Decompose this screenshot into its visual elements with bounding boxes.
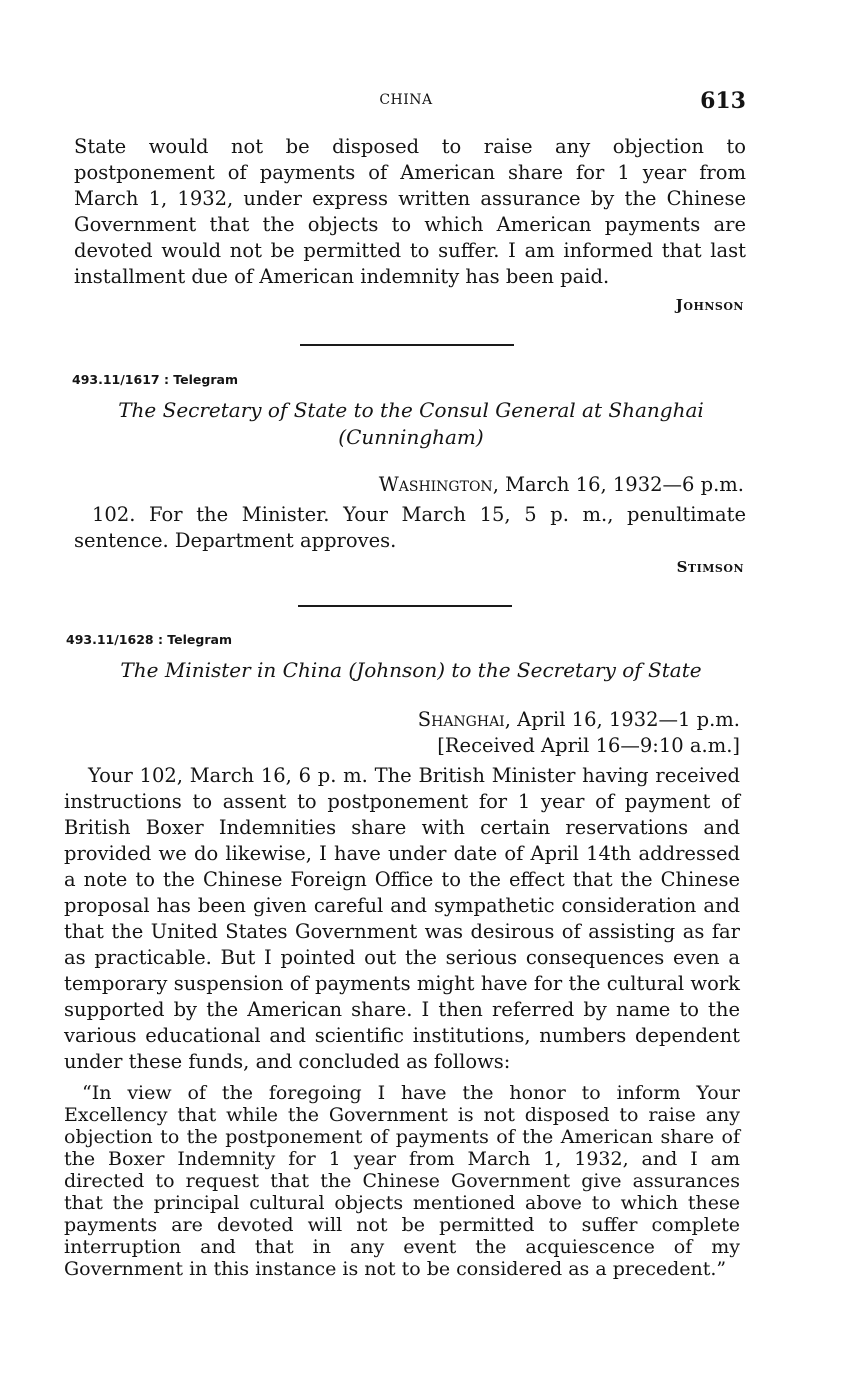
dateline-1-place: Washington xyxy=(378,473,493,496)
running-head: CHINA xyxy=(379,92,433,108)
dateline-1 xyxy=(300,472,744,498)
signature-johnson: Johnson xyxy=(675,296,744,314)
page-number: 613 xyxy=(700,88,746,114)
received-note: [Received April 16—9:10 a.m.] xyxy=(437,734,740,757)
file-reference-2: 493.11/1628 : Telegram xyxy=(66,632,232,647)
page-header xyxy=(66,88,746,120)
section-divider xyxy=(300,344,514,346)
document-title-1-addressee: (Cunningham) xyxy=(338,425,484,449)
file-reference-1: 493.11/1617 : Telegram xyxy=(72,372,238,387)
telegram-body-1: 102. For the Minister. Your March 15, 5 p. m., penultimate sentence. Department approves. xyxy=(74,503,746,552)
signature-stimson: Stimson xyxy=(676,558,744,576)
dateline-2-place: Shanghai xyxy=(417,708,505,731)
section-divider xyxy=(298,605,512,607)
dateline-2-date: , April 16, 1932—1 p.m. xyxy=(504,708,740,731)
quoted-note: “In view of the foregoing I have the honor to inform Your Excellency that while the Government is not disposed to raise any objection to the postponement of payments of the American share of the Boxer Indemnity for 1 year from March 1, 1932, and I am directed to request that the Chinese Government give assurances that the principal cultural objects mentioned above to which these payments are devoted will not be permitted to suffer complete interruption and that in any event the acquiescence of my Government in this instance is not to be considered as a precedent.” xyxy=(64,1082,740,1280)
telegram-body-2: Your 102, March 16, 6 p. m. The British Minister having received instructions to assent to postponement for 1 year of payment of British Boxer Indemnities share with certain reservations and provided we do likewise, I have under date of April 14th addressed a note to the Chinese Foreign Office to the effect that the Chinese proposal has been given careful and sympathetic consideration and that the United States Government was desirous of assisting as far as practicable. But I pointed out the serious consequences even a temporary suspension of payments might have for the cultural work supported by the American share. I then referred by name to the various educational and scientific institutions, numbers dependent under these funds, and concluded as follows: xyxy=(64,764,740,1073)
dateline-2 xyxy=(300,707,740,733)
dateline-1-date: , March 16, 1932—6 p.m. xyxy=(492,473,744,496)
continuation-paragraph: State would not be disposed to raise any objection to postponement of payments of American share for 1 year from March 1, 1932, under express written assurance by the Chinese Government that the objects to which American payments are devoted would not be permitted to suffer. I am informed that last installment due of American indemnity has been paid. xyxy=(74,135,746,288)
document-title-1: The Secretary of State to the Consul General at Shanghai xyxy=(118,398,704,422)
document-title-2: The Minister in China (Johnson) to the Secretary of State xyxy=(120,658,702,682)
